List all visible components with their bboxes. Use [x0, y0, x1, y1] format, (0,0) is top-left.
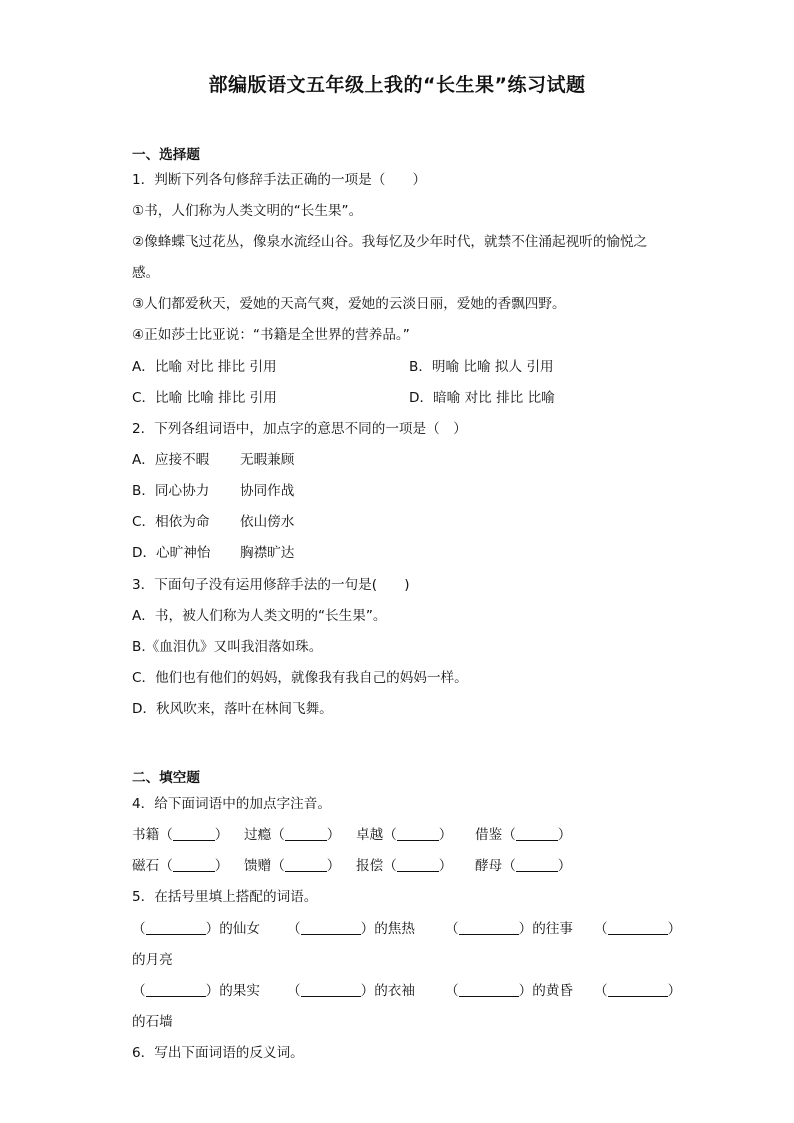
answer-blank[interactable]: [397, 826, 439, 841]
pinyin-item[interactable]: [132, 857, 228, 875]
word: 酵母: [475, 858, 503, 874]
paren-open: （: [445, 921, 459, 937]
answer-blank[interactable]: [285, 857, 327, 872]
answer-blank[interactable]: [516, 826, 558, 841]
answer-blank[interactable]: [146, 920, 206, 935]
paren-close: ）: [667, 983, 682, 999]
paren-open: （: [502, 827, 516, 843]
pinyin-item[interactable]: [244, 826, 340, 844]
question-3-option-c[interactable]: C．他们也有他们的妈妈，就像我有我自己的妈妈一样。: [132, 670, 468, 686]
option-label: B．同心协力: [132, 483, 210, 499]
pinyin-item[interactable]: [244, 857, 340, 875]
question-2-stem: 2．下列各组词语中，加点字的意思不同的一项是（ ）: [132, 421, 467, 437]
collocation-item-trailing[interactable]: [594, 920, 681, 938]
paren-close: ）: [360, 983, 375, 999]
paren-open: （: [271, 858, 285, 874]
question-3-option-b[interactable]: B.《血泪仇》又叫我泪落如珠。: [132, 639, 323, 655]
question-2-option-c[interactable]: [132, 513, 294, 531]
paren-close: ）: [214, 858, 229, 874]
option-label: A．应接不暇: [132, 452, 210, 468]
paren-open: （: [594, 983, 608, 999]
word: 磁石: [132, 858, 160, 874]
pinyin-item[interactable]: [356, 857, 452, 875]
option-label: D．心旷神怡: [132, 545, 211, 561]
question-4-stem: 4．给下面词语中的加点字注音。: [132, 796, 331, 812]
phrase: 的往事: [532, 921, 573, 937]
collocation-item-trailing[interactable]: [594, 982, 681, 1000]
answer-blank[interactable]: [301, 920, 361, 935]
question-1-item-1: ①书，人们称为人类文明的“长生果”。: [132, 203, 363, 219]
paren-open: （: [287, 983, 301, 999]
paren-close: ）: [438, 858, 453, 874]
collocation-item[interactable]: [287, 920, 415, 938]
option-pair: 胸襟旷达: [240, 545, 295, 561]
question-2-option-a[interactable]: [132, 451, 294, 469]
question-1-option-a[interactable]: A．比喻 对比 排比 引用: [132, 359, 277, 375]
question-3-option-a[interactable]: A．书，被人们称为人类文明的“长生果”。: [132, 608, 387, 624]
option-pair: 无暇兼顾: [240, 452, 295, 468]
collocation-item[interactable]: [287, 982, 415, 1000]
word: 馈赠: [244, 858, 272, 874]
question-1-item-3: ③人们都爱秋天，爱她的天高气爽，爱她的云淡日丽，爱她的香飘四野。: [132, 296, 566, 312]
answer-blank[interactable]: [608, 920, 668, 935]
question-1-item-2: ②像蜂蝶飞过花丛，像泉水流经山谷。我每忆及少年时代，就禁不住涌起视听的愉悦之: [132, 234, 648, 250]
word: 卓越: [356, 827, 384, 843]
answer-blank[interactable]: [173, 826, 215, 841]
paren-close: ）: [326, 858, 341, 874]
paren-close: ）: [205, 921, 220, 937]
paren-close: ）: [557, 827, 572, 843]
phrase: 的果实: [219, 983, 260, 999]
paren-open: （: [502, 858, 516, 874]
answer-blank[interactable]: [285, 826, 327, 841]
paren-close: ）: [557, 858, 572, 874]
word: 过瘾: [244, 827, 272, 843]
paren-open: （: [132, 921, 146, 937]
paren-open: （: [132, 983, 146, 999]
paren-open: （: [159, 827, 173, 843]
answer-blank[interactable]: [397, 857, 439, 872]
answer-blank[interactable]: [146, 982, 206, 997]
question-1-option-c[interactable]: C．比喻 比喻 排比 引用: [132, 390, 277, 406]
answer-blank[interactable]: [608, 982, 668, 997]
section-heading-fill: 二、填空题: [132, 770, 200, 786]
question-6-stem: 6．写出下面词语的反义词。: [132, 1045, 304, 1061]
paren-open: （: [159, 858, 173, 874]
paren-open: （: [445, 983, 459, 999]
paren-open: （: [287, 921, 301, 937]
question-1-option-d[interactable]: D．暗喻 对比 排比 比喻: [409, 390, 555, 406]
option-pair: 依山傍水: [240, 514, 295, 530]
phrase: 的衣袖: [374, 983, 415, 999]
phrase: 的仙女: [219, 921, 260, 937]
pinyin-item[interactable]: [475, 857, 571, 875]
question-1-option-b[interactable]: B．明喻 比喻 拟人 引用: [409, 359, 554, 375]
paren-close: ）: [438, 827, 453, 843]
collocation-wrap-text: 的月亮: [132, 952, 173, 968]
paren-close: ）: [667, 921, 682, 937]
answer-blank[interactable]: [516, 857, 558, 872]
paren-open: （: [383, 827, 397, 843]
paren-close: ）: [326, 827, 341, 843]
section-heading-choice: 一、选择题: [132, 147, 200, 163]
question-1-item-2-wrap: 感。: [132, 265, 160, 281]
question-1-item-4: ④正如莎士比亚说：“书籍是全世界的营养品。”: [132, 327, 410, 343]
question-3-option-d[interactable]: D．秋风吹来，落叶在林间飞舞。: [132, 701, 333, 717]
collocation-item[interactable]: [445, 982, 573, 1000]
option-pair: 协同作战: [240, 483, 295, 499]
answer-blank[interactable]: [301, 982, 361, 997]
answer-blank[interactable]: [459, 982, 519, 997]
paren-close: ）: [518, 921, 533, 937]
question-1-stem: 1．判断下列各句修辞手法正确的一项是（ ）: [132, 172, 427, 188]
paren-open: （: [594, 921, 608, 937]
question-5-stem: 5．在括号里填上搭配的词语。: [132, 889, 318, 905]
pinyin-item[interactable]: [356, 826, 452, 844]
paren-open: （: [271, 827, 285, 843]
word: 借鉴: [475, 827, 503, 843]
pinyin-item[interactable]: [132, 826, 228, 844]
paren-close: ）: [205, 983, 220, 999]
page-title: 部编版语文五年级上我的“长生果”练习试题: [208, 74, 586, 96]
collocation-item[interactable]: [445, 920, 573, 938]
paren-open: （: [383, 858, 397, 874]
paren-close: ）: [214, 827, 229, 843]
paren-close: ）: [360, 921, 375, 937]
question-3-stem: 3．下面句子没有运用修辞手法的一句是( ): [132, 577, 410, 593]
collocation-item[interactable]: [132, 982, 260, 1000]
word: 报偿: [356, 858, 384, 874]
question-2-option-b[interactable]: [132, 482, 294, 500]
phrase: 的黄昏: [532, 983, 573, 999]
collocation-wrap-text: 的石墙: [132, 1014, 173, 1030]
answer-blank[interactable]: [173, 857, 215, 872]
word: 书籍: [132, 827, 160, 843]
option-label: C．相依为命: [132, 514, 210, 530]
phrase: 的焦热: [374, 921, 415, 937]
pinyin-item[interactable]: [475, 826, 571, 844]
answer-blank[interactable]: [459, 920, 519, 935]
collocation-item[interactable]: [132, 920, 260, 938]
paren-close: ）: [518, 983, 533, 999]
question-2-option-d[interactable]: [132, 544, 294, 562]
